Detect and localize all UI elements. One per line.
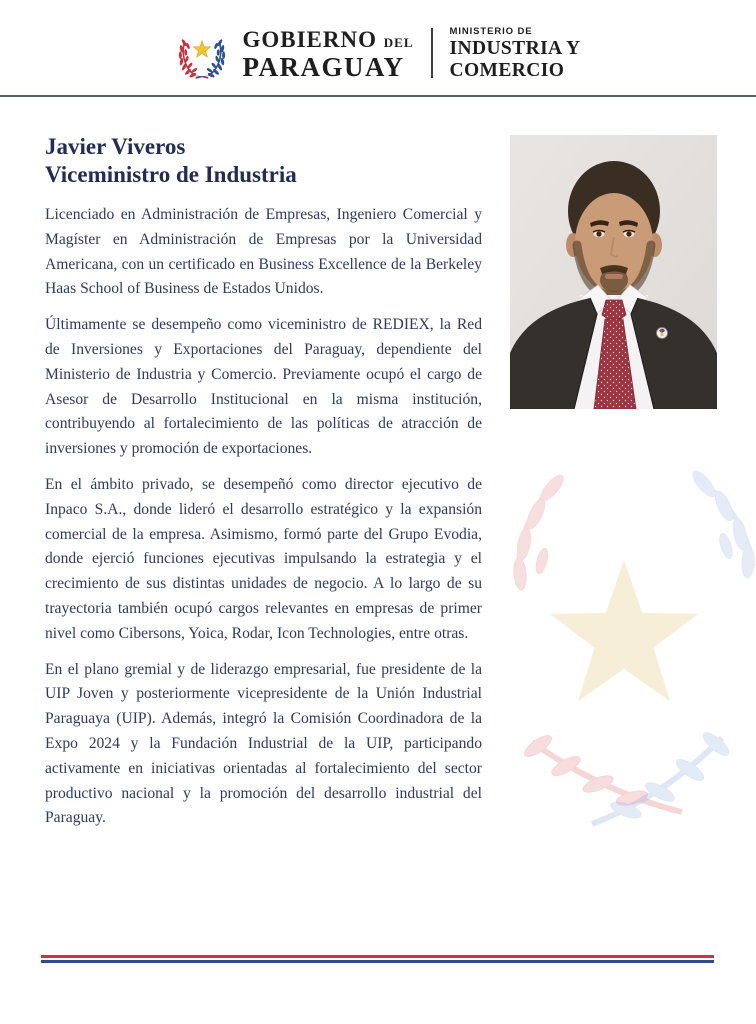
gobierno-word: GOBIERNO bbox=[242, 26, 378, 52]
bio-paragraph-3: En el ámbito privado, se desempeñó como director ejecutivo de Inpaco S.A., donde lideró el desarrollo estratégico y la expansión comercial de la empresa. Asimismo, formó parte del Grupo Evodia, donde ejerció funciones ejecutivas impulsando la estrategia y el crecimiento de sus distintas unidades de negocio. A lo largo de su trayectoria también ocupó cargos relevantes en empresas de primer nivel como Cibersons, Yoica, Rodar, Icon Technologies, entre otras. bbox=[45, 475, 482, 642]
footer-stripe-red bbox=[41, 955, 714, 958]
bio-paragraph-4: En el plano gremial y de liderazgo empresarial, fue presidente de la UIP Joven y posteriormente vicepresidente de la Unión Industrial Paraguaya (UIP). Además, integró la Comisión Coordinadora de la Expo 2024 y la Fundación Industrial de la UIP, participando activamente en iniciativas orientadas al fortalecimiento del sector productivo nacional y la promoción del desarrollo industrial del Paraguay. bbox=[45, 660, 482, 827]
star-icon bbox=[194, 41, 211, 58]
bio-paragraph-1: Licenciado en Administración de Empresas, Ingeniero Comercial y Magíster en Administración de Empresas por la Universidad Americana, con un certificado en Business Excellence de la Berkeley Haas School of Business de Estados Unidos. bbox=[45, 206, 482, 298]
bio-column bbox=[45, 133, 482, 842]
gobierno-del-paraguay-wordmark bbox=[242, 26, 413, 81]
ministry-line-2: COMERCIO bbox=[449, 59, 565, 81]
ministry-wordmark bbox=[450, 26, 581, 81]
paraguay-emblem-icon bbox=[175, 24, 229, 82]
ministry-kicker: MINISTERIO DE bbox=[449, 25, 533, 37]
bio-text bbox=[45, 203, 482, 831]
footer-flag-stripes bbox=[41, 955, 714, 963]
footer-stripe-blue bbox=[41, 960, 714, 963]
mouth bbox=[605, 274, 623, 279]
portrait-photo bbox=[510, 135, 717, 409]
header bbox=[0, 24, 756, 82]
person-title: Viceministro de Industria bbox=[45, 162, 297, 187]
logo-divider bbox=[431, 28, 433, 78]
paraguay-word: PARAGUAY bbox=[242, 51, 405, 82]
del-word: DEL bbox=[383, 34, 414, 50]
bio-paragraph-2: Últimamente se desempeño como viceministro de REDIEX, la Red de Inversiones y Exportaciones del Paraguay, dependiente del Ministerio de Industria y Comercio. Previamente ocupó el cargo de Asesor de Desarrollo Institucional en la misma institución, contribuyendo al fortalecimiento de las políticas de atracción de inversiones y promoción de exportaciones. bbox=[45, 316, 482, 458]
ministry-line-1: INDUSTRIA Y bbox=[449, 38, 581, 60]
lapel-pin-icon bbox=[657, 328, 668, 339]
person-name: Javier Viveros bbox=[45, 134, 186, 159]
header-rule bbox=[0, 95, 756, 97]
coat-of-arms-watermark-icon bbox=[496, 466, 756, 858]
